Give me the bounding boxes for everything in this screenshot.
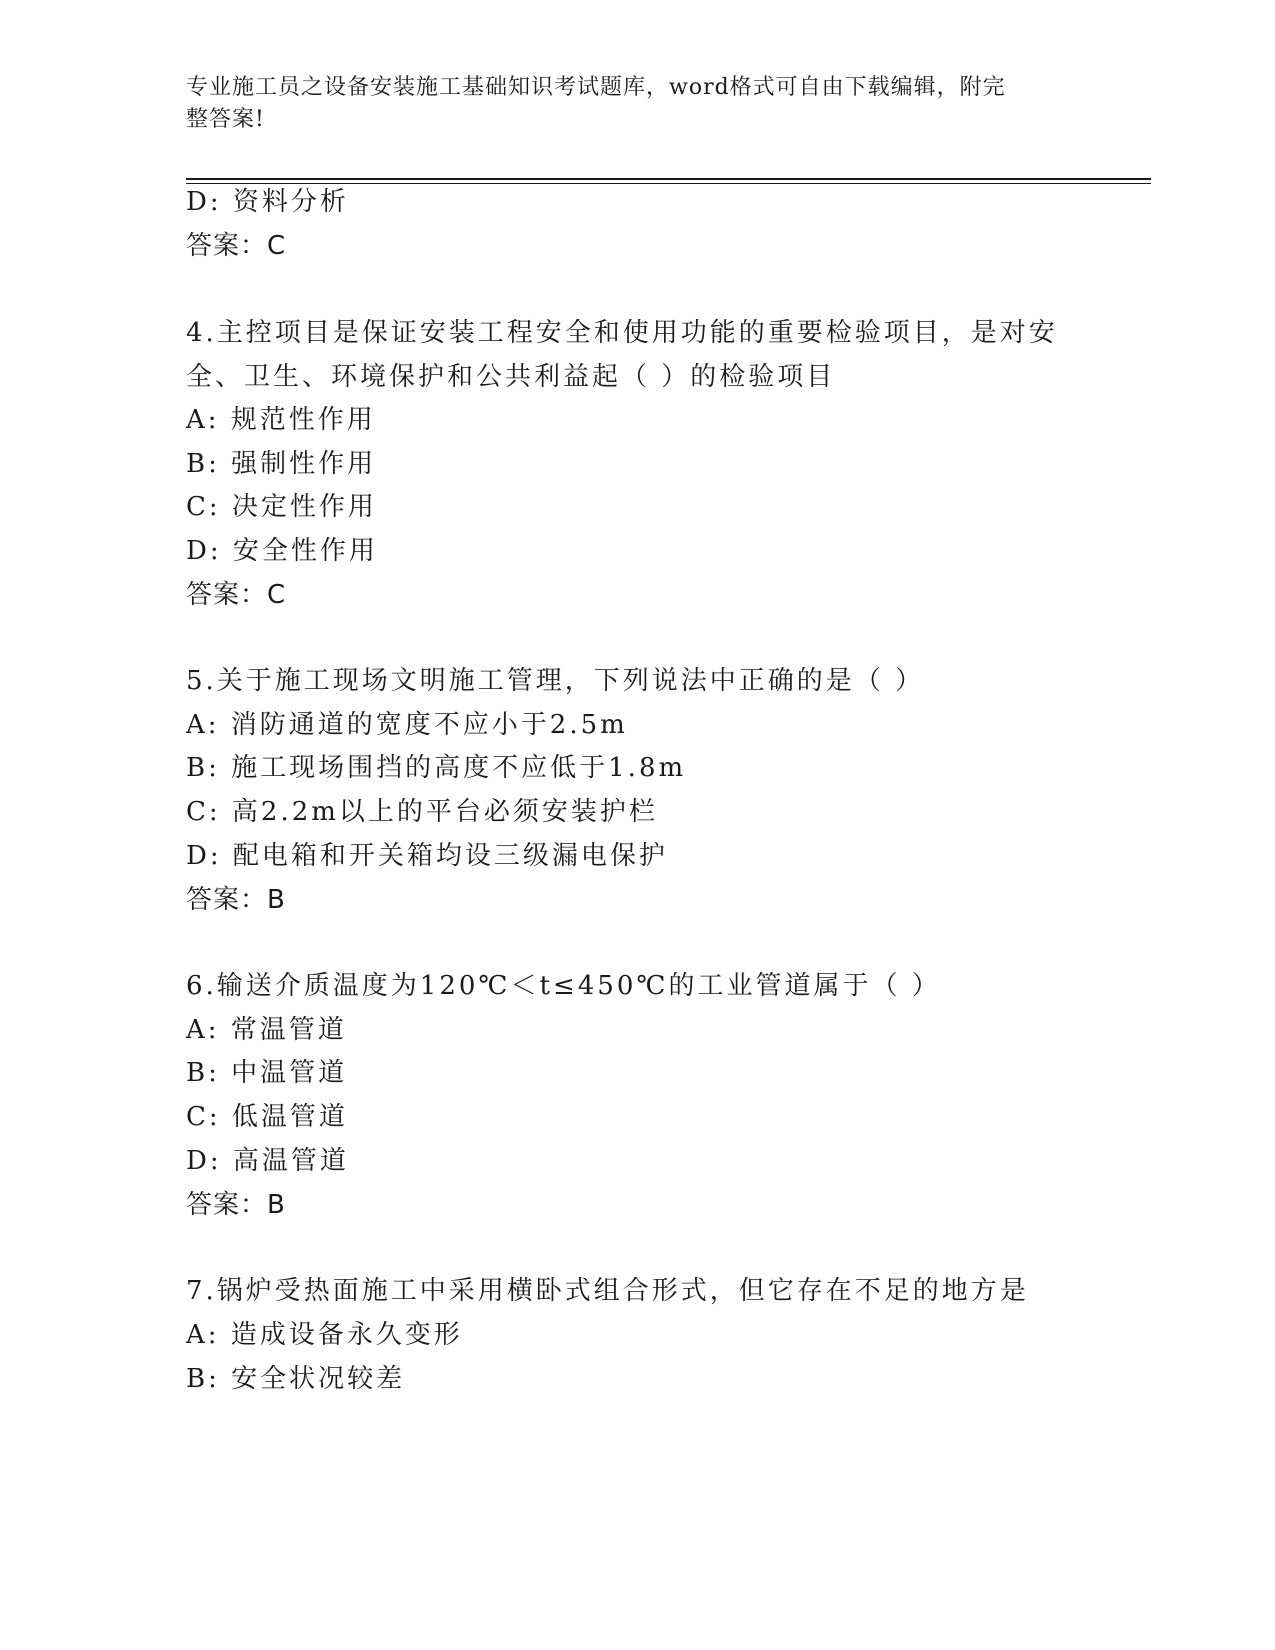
q6-option-b: B: 中温管道 bbox=[186, 1058, 348, 1088]
q4-option-a: A: 规范性作用 bbox=[186, 405, 376, 435]
header-line-2: 整答案! bbox=[186, 107, 265, 132]
q4-answer: 答案：C bbox=[186, 580, 287, 610]
q7-option-b: B: 安全状况较差 bbox=[186, 1364, 406, 1394]
q5-option-a: A: 消防通道的宽度不应小于2.5m bbox=[186, 710, 628, 740]
q5-option-c: C: 高2.2m以上的平台必须安装护栏 bbox=[186, 797, 658, 827]
q6-option-a: A: 常温管道 bbox=[186, 1015, 347, 1045]
q6-option-d: D: 高温管道 bbox=[186, 1146, 349, 1176]
document-header bbox=[186, 72, 1066, 136]
q3-option-d: D: 资料分析 bbox=[186, 187, 349, 217]
q5-option-b: B: 施工现场围挡的高度不应低于1.8m bbox=[186, 753, 687, 783]
q7-stem: 7.锅炉受热面施工中采用横卧式组合形式，但它存在不足的地方是 bbox=[186, 1276, 1029, 1306]
q5-answer: 答案：B bbox=[186, 885, 286, 915]
q4-stem-line-2: 全、卫生、环境保护和公共利益起（ ）的检验项目 bbox=[186, 362, 836, 392]
q4-option-c: C: 决定性作用 bbox=[186, 492, 377, 522]
q5-option-d: D: 配电箱和开关箱均设三级漏电保护 bbox=[186, 841, 668, 871]
q3-answer: 答案：C bbox=[186, 231, 287, 261]
q7-option-a: A: 造成设备永久变形 bbox=[186, 1320, 463, 1350]
header-line-1: 专业施工员之设备安装施工基础知识考试题库，word格式可自由下载编辑，附完 bbox=[186, 75, 1006, 100]
q6-option-c: C: 低温管道 bbox=[186, 1102, 348, 1132]
q4-option-b: B: 强制性作用 bbox=[186, 449, 377, 479]
q4-stem-line-1: 4.主控项目是保证安装工程安全和使用功能的重要检验项目，是对安 bbox=[186, 318, 1058, 348]
q6-answer: 答案：B bbox=[186, 1190, 286, 1220]
q5-stem: 5.关于施工现场文明施工管理，下列说法中正确的是（ ） bbox=[186, 666, 925, 696]
header-divider-thick bbox=[186, 178, 1151, 180]
q6-stem: 6.输送介质温度为120℃＜t≤450℃的工业管道属于（ ） bbox=[186, 971, 941, 1001]
q4-option-d: D: 安全性作用 bbox=[186, 536, 378, 566]
